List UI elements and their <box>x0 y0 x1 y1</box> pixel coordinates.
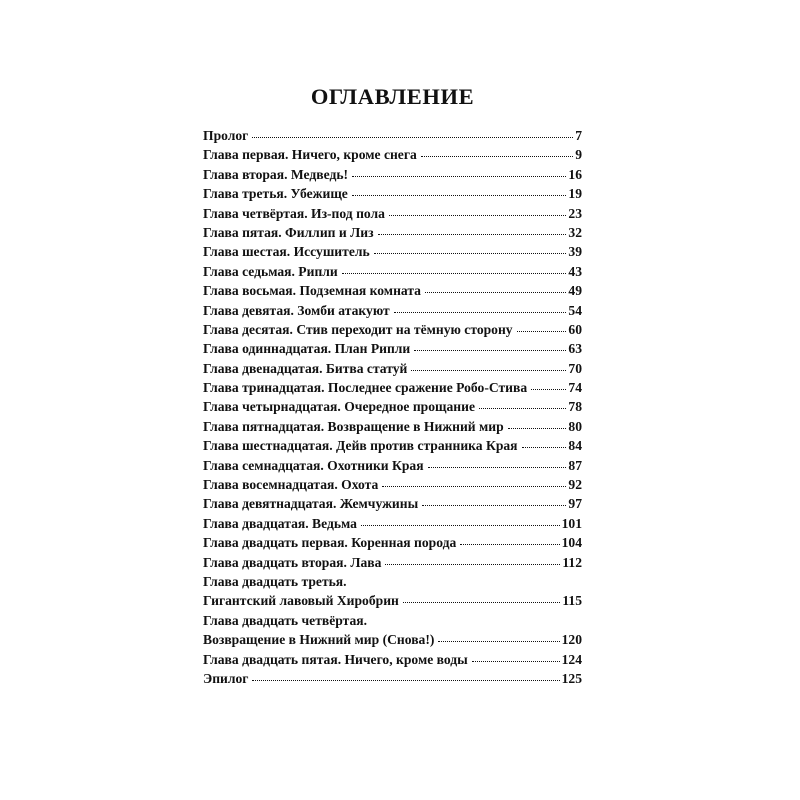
toc-entry-page-number: 39 <box>568 244 582 260</box>
page-title: ОГЛАВЛЕНИЕ <box>310 84 475 109</box>
toc-entry <box>203 264 582 283</box>
dot-leader <box>389 214 566 216</box>
dot-leader <box>438 640 559 642</box>
toc-entry-label: Глава вторая. Медведь! <box>203 166 349 182</box>
dot-leader <box>421 155 573 157</box>
dot-leader <box>352 175 566 177</box>
toc-entry-label: Гигантский лавовый Хиробрин <box>203 593 399 609</box>
toc-entry <box>203 652 582 671</box>
toc-entry-page-number: 87 <box>568 457 582 473</box>
toc-entry-label: Глава пятая. Филлип и Лиз <box>203 224 374 240</box>
toc-entry <box>203 186 582 205</box>
dot-leader <box>403 601 560 603</box>
toc-entry-page-number: 84 <box>568 438 582 454</box>
toc-entry-page-number: 9 <box>575 147 582 163</box>
toc-entry <box>203 361 582 380</box>
toc-entry <box>203 496 582 515</box>
toc-entry-page-number: 32 <box>568 224 582 240</box>
toc-entry-label: Глава девятнадцатая. Жемчужины <box>203 496 419 512</box>
toc-entry-page-number: 80 <box>568 418 582 434</box>
dot-leader <box>460 543 559 545</box>
toc-entry <box>203 593 582 612</box>
dot-leader <box>422 504 566 506</box>
dot-leader <box>479 407 566 409</box>
dot-leader <box>342 272 567 274</box>
dot-leader <box>531 388 566 390</box>
toc-entry-label: Глава восемнадцатая. Охота <box>203 477 379 493</box>
toc-entry <box>203 574 582 593</box>
toc-entry-page-number: 124 <box>561 651 582 667</box>
toc-entry <box>203 283 582 302</box>
toc-entry-page-number: 19 <box>568 186 582 202</box>
toc-entry-label: Глава двадцать пятая. Ничего, кроме воды <box>203 651 468 667</box>
toc-entry <box>203 632 582 651</box>
toc-entry-label: Глава семнадцатая. Охотники Края <box>203 457 424 473</box>
toc-entry-label: Глава одиннадцатая. План Рипли <box>203 341 411 357</box>
toc-entry-page-number: 115 <box>562 593 582 609</box>
toc-entry-page-number: 101 <box>561 515 582 531</box>
dot-leader <box>411 369 566 371</box>
dot-leader <box>472 660 560 662</box>
toc-entry <box>203 671 582 690</box>
dot-leader <box>425 291 566 293</box>
toc-entry <box>203 458 582 477</box>
toc-entry-page-number: 78 <box>568 399 582 415</box>
toc-entry-page-number: 125 <box>561 670 582 686</box>
dot-leader <box>382 485 566 487</box>
toc-entry-page-number: 104 <box>561 535 582 551</box>
toc-entry-label: Глава десятая. Стив переходит на тёмную сторону <box>203 321 513 337</box>
toc-entry <box>203 555 582 574</box>
dot-leader <box>428 466 567 468</box>
toc-entry-label: Эпилог <box>203 670 249 686</box>
toc-entry-label: Глава седьмая. Рипли <box>203 263 338 279</box>
toc-entry-label: Глава третья. Убежище <box>203 186 348 202</box>
toc-page <box>203 0 582 800</box>
toc-entry-label: Глава двенадцатая. Битва статуй <box>203 360 408 376</box>
toc-entry-label: Глава четвёртая. Из-под пола <box>203 205 385 221</box>
toc-entry-label: Глава двадцать третья. <box>203 573 347 589</box>
toc-entry-label: Глава девятая. Зомби атакуют <box>203 302 390 318</box>
toc-entry-page-number: 49 <box>568 283 582 299</box>
dot-leader <box>374 252 567 254</box>
toc-entry <box>203 167 582 186</box>
toc-entry <box>203 322 582 341</box>
toc-entry-page-number: 63 <box>568 341 582 357</box>
toc-entry <box>203 535 582 554</box>
toc-entry-page-number: 43 <box>568 263 582 279</box>
toc-entry-page-number: 54 <box>568 302 582 318</box>
toc-entry-label: Глава двадцать вторая. Лава <box>203 554 382 570</box>
toc-entry-label: Глава двадцать четвёртая. <box>203 612 368 628</box>
dot-leader <box>252 679 559 681</box>
toc-entry <box>203 147 582 166</box>
toc-entry-page-number: 70 <box>568 360 582 376</box>
dot-leader <box>508 427 567 429</box>
toc-entry-page-number: 74 <box>568 380 582 396</box>
toc-entry-label: Глава восьмая. Подземная комната <box>203 283 421 299</box>
toc-entry-label: Глава шестая. Иссушитель <box>203 244 370 260</box>
toc-entry <box>203 128 582 147</box>
toc-entry-label: Глава двадцатая. Ведьма <box>203 515 357 531</box>
toc-entry <box>203 477 582 496</box>
toc-entry-label: Глава пятнадцатая. Возвращение в Нижний мир <box>203 418 504 434</box>
dot-leader <box>361 524 560 526</box>
dot-leader <box>517 330 567 332</box>
dot-leader <box>522 446 567 448</box>
toc-entry-page-number: 60 <box>568 321 582 337</box>
toc-entry-page-number: 16 <box>568 166 582 182</box>
toc-entry-label: Глава шестнадцатая. Дейв против странника Края <box>203 438 518 454</box>
table-of-contents <box>203 128 582 690</box>
toc-entry-label: Глава двадцать первая. Коренная порода <box>203 535 457 551</box>
toc-entry <box>203 341 582 360</box>
toc-entry <box>203 399 582 418</box>
toc-entry-label: Глава первая. Ничего, кроме снега <box>203 147 417 163</box>
toc-entry <box>203 206 582 225</box>
toc-entry-page-number: 112 <box>562 554 582 570</box>
toc-entry-page-number: 23 <box>568 205 582 221</box>
toc-entry <box>203 225 582 244</box>
toc-entry <box>203 380 582 399</box>
toc-entry-label: Возвращение в Нижний мир (Снова!) <box>203 632 435 648</box>
toc-entry-page-number: 97 <box>568 496 582 512</box>
toc-entry <box>203 613 582 632</box>
toc-entry-page-number: 92 <box>568 477 582 493</box>
toc-entry <box>203 244 582 263</box>
toc-entry <box>203 419 582 438</box>
toc-entry <box>203 303 582 322</box>
toc-entry-page-number: 7 <box>575 128 582 143</box>
dot-leader <box>378 233 567 235</box>
dot-leader <box>394 311 567 313</box>
toc-entry-page-number: 120 <box>561 632 582 648</box>
dot-leader <box>252 136 573 138</box>
toc-entry-label: Глава четырнадцатая. Очередное прощание <box>203 399 475 415</box>
toc-entry-label: Пролог <box>203 128 249 143</box>
dot-leader <box>352 194 567 196</box>
toc-entry <box>203 516 582 535</box>
dot-leader <box>385 563 560 565</box>
dot-leader <box>414 349 566 351</box>
toc-entry-label: Глава тринадцатая. Последнее сражение Робо-Стива <box>203 380 528 396</box>
toc-entry <box>203 438 582 457</box>
